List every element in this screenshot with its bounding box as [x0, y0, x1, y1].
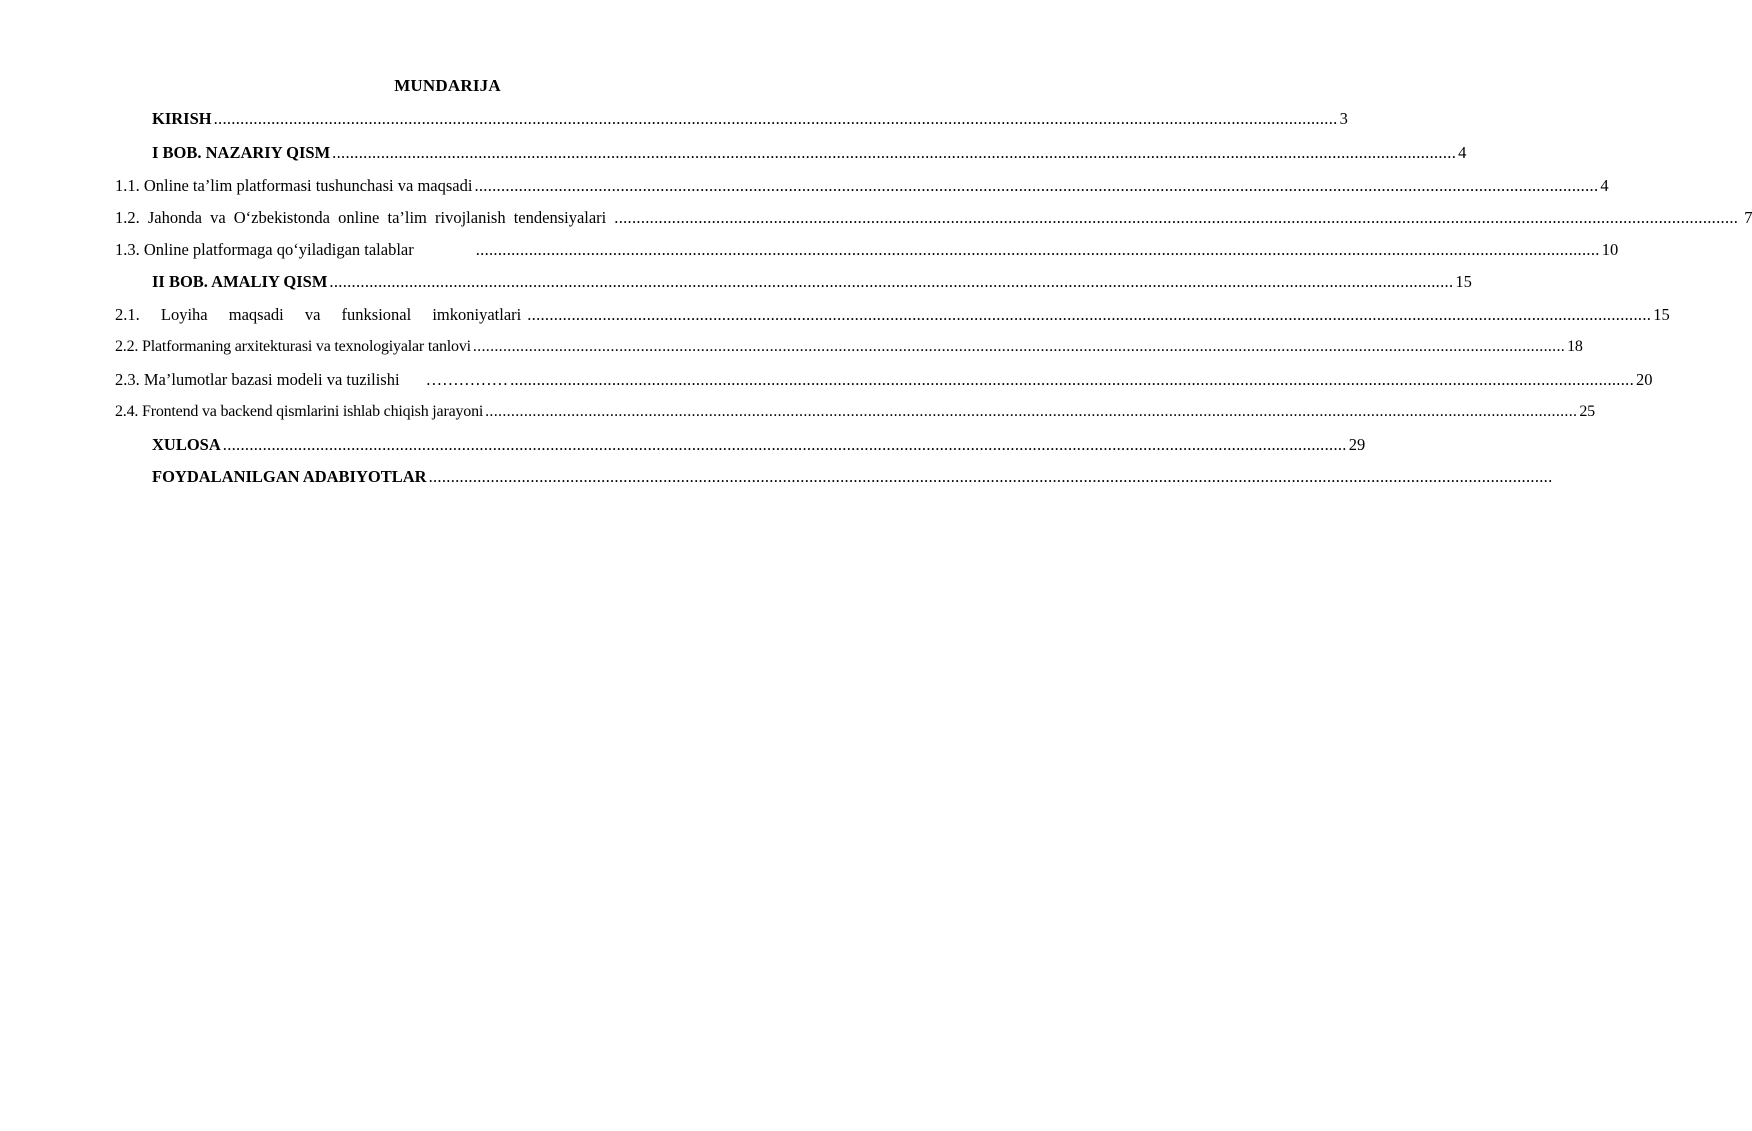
toc-entry-label: I BOB. NAZARIY QISM [152, 143, 331, 162]
toc-entry-kirish [152, 108, 1348, 130]
toc-entry-page: 15 [1455, 272, 1472, 291]
toc-entry-1-2 [115, 207, 1752, 229]
dot-leader: .............................................................................................................................................................................................................................................................. [329, 272, 1454, 291]
toc-entry-xulosa [152, 434, 1366, 456]
dot-leader: .............................................................................................................................................................................................................................................................. [474, 176, 1599, 195]
toc-entry-page: 15 [1653, 305, 1670, 324]
toc-entry-label: 1.3. Online platformaga qo‘yiladigan talablar [115, 240, 414, 259]
dot-leader: .............................................................................................................................................................................................................................................................. [527, 305, 1652, 324]
toc-entry-page: 20 [1636, 370, 1653, 389]
toc-entry-ellipsis: …………… [425, 370, 509, 389]
dot-leader: .............................................................................................................................................................................................................................................................. [222, 435, 1347, 454]
toc-entry-label: 2.4. Frontend va backend qismlarini ishlab chiqish jarayoni [115, 403, 484, 420]
toc-entry-label: 2.1. Loyiha maqsadi va funksional imkoniyatlari [115, 305, 522, 324]
toc-entry-label: FOYDALANILGAN ADABIYOTLAR [152, 467, 427, 486]
toc-entry-label: KIRISH [152, 109, 212, 128]
dot-leader: .............................................................................................................................................................................................................................................................. [332, 143, 1457, 162]
toc-title: MUNDARIJA [394, 76, 501, 95]
dot-leader: .............................................................................................................................................................................................................................................................. [475, 240, 1600, 259]
toc-entry-2-2 [115, 336, 1583, 358]
dot-leader: .............................................................................................................................................................................................................................................................. [510, 370, 1635, 389]
dot-leader: .............................................................................................................................................................................................................................................................. [485, 403, 1578, 420]
toc-entry-1-3 [115, 239, 1619, 261]
toc-entry-page: 7 [1744, 208, 1752, 227]
toc-entry-page: 18 [1567, 338, 1583, 355]
toc-entry-label: 1.2. Jahonda va O‘zbekistonda online ta’lim rivojlanish tendensiyalari [115, 208, 607, 227]
toc-entry-page: 4 [1600, 176, 1609, 195]
dot-leader: .............................................................................................................................................................................................................................................................. [472, 338, 1566, 355]
toc-entry-2-3 [115, 369, 1653, 391]
toc-entry-page: 3 [1339, 109, 1348, 128]
toc-entry-label: XULOSA [152, 435, 221, 454]
toc-entry-page: 29 [1348, 435, 1366, 454]
dot-leader: .............................................................................................................................................................................................................................................................. [428, 467, 1553, 486]
toc-entry-page: 25 [1579, 403, 1595, 420]
toc-entry-chapter-2 [152, 271, 1472, 293]
toc-entry-page: 4 [1458, 143, 1467, 162]
toc-entry-chapter-1 [152, 142, 1467, 164]
toc-entry-references [152, 466, 1553, 488]
toc-entry-2-1 [115, 304, 1670, 326]
toc-entry-label: II BOB. AMALIY QISM [152, 272, 328, 291]
toc-entry-1-1 [115, 175, 1609, 197]
toc-entry-label: 2.3. Ma’lumotlar bazasi modeli va tuzilishi [115, 370, 400, 389]
toc-entry-label: 1.1. Online ta’lim platformasi tushunchasi va maqsadi [115, 176, 473, 195]
toc-entry-page: 10 [1601, 240, 1619, 259]
dot-leader: .............................................................................................................................................................................................................................................................. [213, 109, 1338, 128]
dot-leader: .............................................................................................................................................................................................................................................................. [614, 208, 1739, 227]
toc-entry-2-4 [115, 401, 1595, 423]
toc-entry-label: 2.2. Platformaning arxitekturasi va texnologiyalar tanlovi [115, 338, 471, 355]
